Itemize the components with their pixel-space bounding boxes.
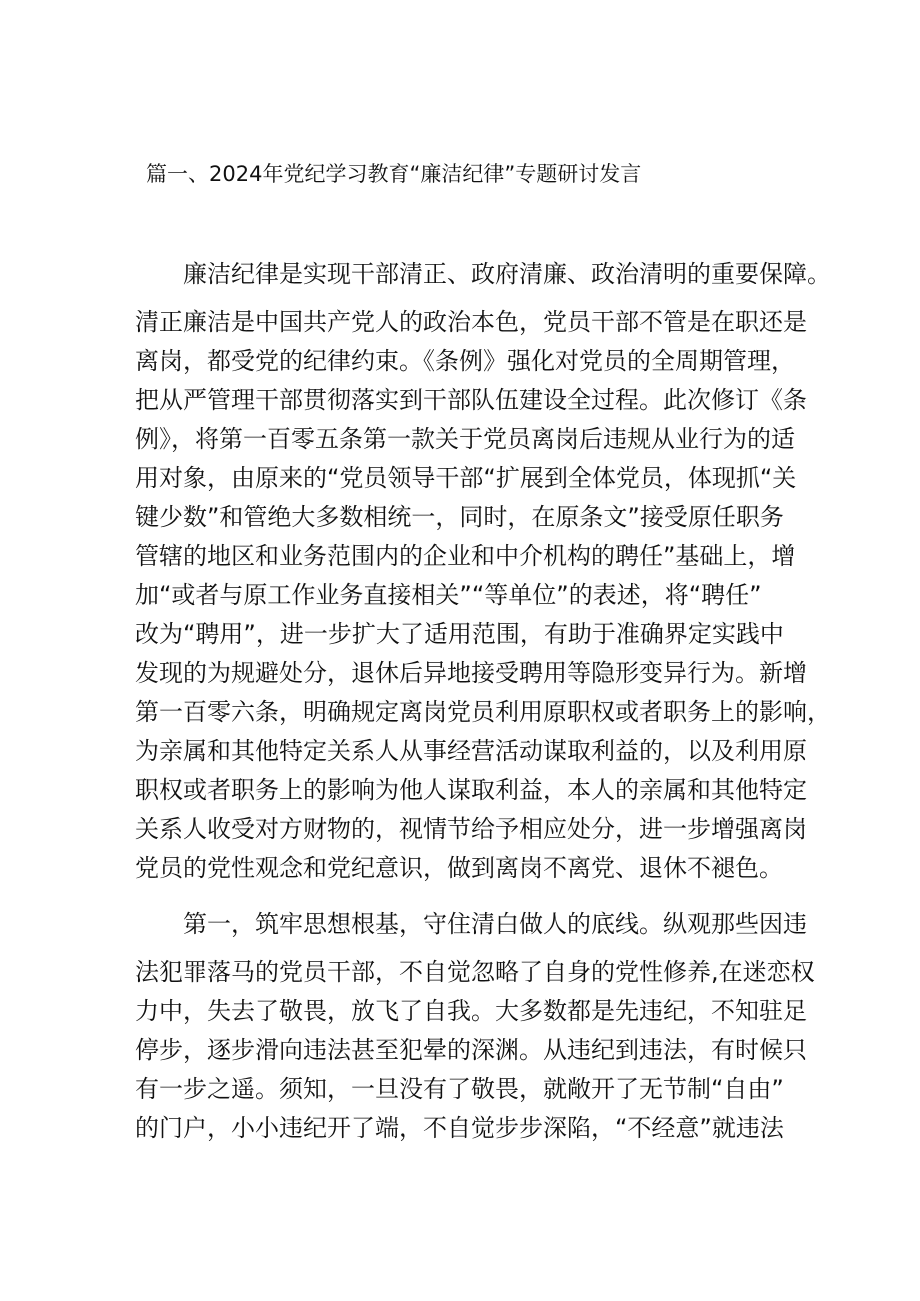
paragraph-1-line: 管辖的地区和业务范围内的企业和中介机构的聘任”基础上，增 [135,542,796,570]
paragraph-1-line: 改为“聘用”，进一步扩大了适用范围，有助于准确界定实践中 [135,620,784,648]
paragraph-1-line: 键少数”和管绝大多数相统一，同时，在原条文”接受原任职务 [135,503,784,531]
paragraph-1-line: 发现的为规避处分，退休后异地接受聘用等隐形变异行为。新增 [135,659,807,687]
paragraph-1-line: 廉洁纪律是实现干部清正、政府清廉、政治清明的重要保障。 [183,260,831,288]
paragraph-1-line: 职权或者职务上的影响为他人谋取利益，本人的亲属和其他特定 [135,776,807,804]
paragraph-1-line: 清正廉洁是中国共产党人的政治本色，党员干部不管是在职还是 [135,308,807,336]
paragraph-2-line: 力中，失去了敬畏，放飞了自我。大多数都是先违纪，不知驻足 [135,997,807,1025]
document-title: 篇一、2024年党纪学习教育“廉洁纪律”专题研讨发言 [146,162,642,186]
paragraph-2-line: 第一，筑牢思想根基，守住清白做人的底线。纵观那些因违 [183,910,807,938]
paragraph-2-line: 的门户，小小违纪开了端，不自觉步步深陷，“不经意”就违法 [135,1114,784,1142]
paragraph-1-line: 为亲属和其他特定关系人从事经营活动谋取利益的，以及利用原 [135,737,807,765]
paragraph-1-line: 例》，将第一百零五条第一款关于党员离岗后违规从业行为的适 [135,425,795,453]
paragraph-2-line: 停步，逐步滑向违法甚至犯晕的深渊。从违纪到违法，有时候只 [135,1036,807,1064]
paragraph-1-line: 离岗，都受党的纪律约束。《条例》强化对党员的全周期管理， [135,347,795,375]
paragraph-1-line: 加“或者与原工作业务直接相关”“等单位”的表述，将“聘任” [135,581,762,609]
paragraph-2-line: 法犯罪落马的党员干部，不自觉忽略了自身的党性修养,在迷恋权 [135,958,815,986]
paragraph-1-line: 党员的党性观念和党纪意识，做到离岗不离党、退休不褪色。 [135,854,783,882]
paragraph-1-line: 第一百零六条，明确规定离岗党员利用原职权或者职务上的影响， [135,698,831,726]
paragraph-1-line: 用对象，由原来的“党员领导干部“扩展到全体党员，体现抓“关 [135,464,797,492]
paragraph-2-line: 有一步之遥。须知，一旦没有了敬畏，就敞开了无节制“自由” [135,1075,784,1103]
paragraph-1-line: 关系人收受对方财物的，视情节给予相应处分，进一步增强离岗 [135,815,807,843]
paragraph-1-line: 把从严管理干部贯彻落实到干部队伍建设全过程。此次修订《条 [135,386,807,414]
